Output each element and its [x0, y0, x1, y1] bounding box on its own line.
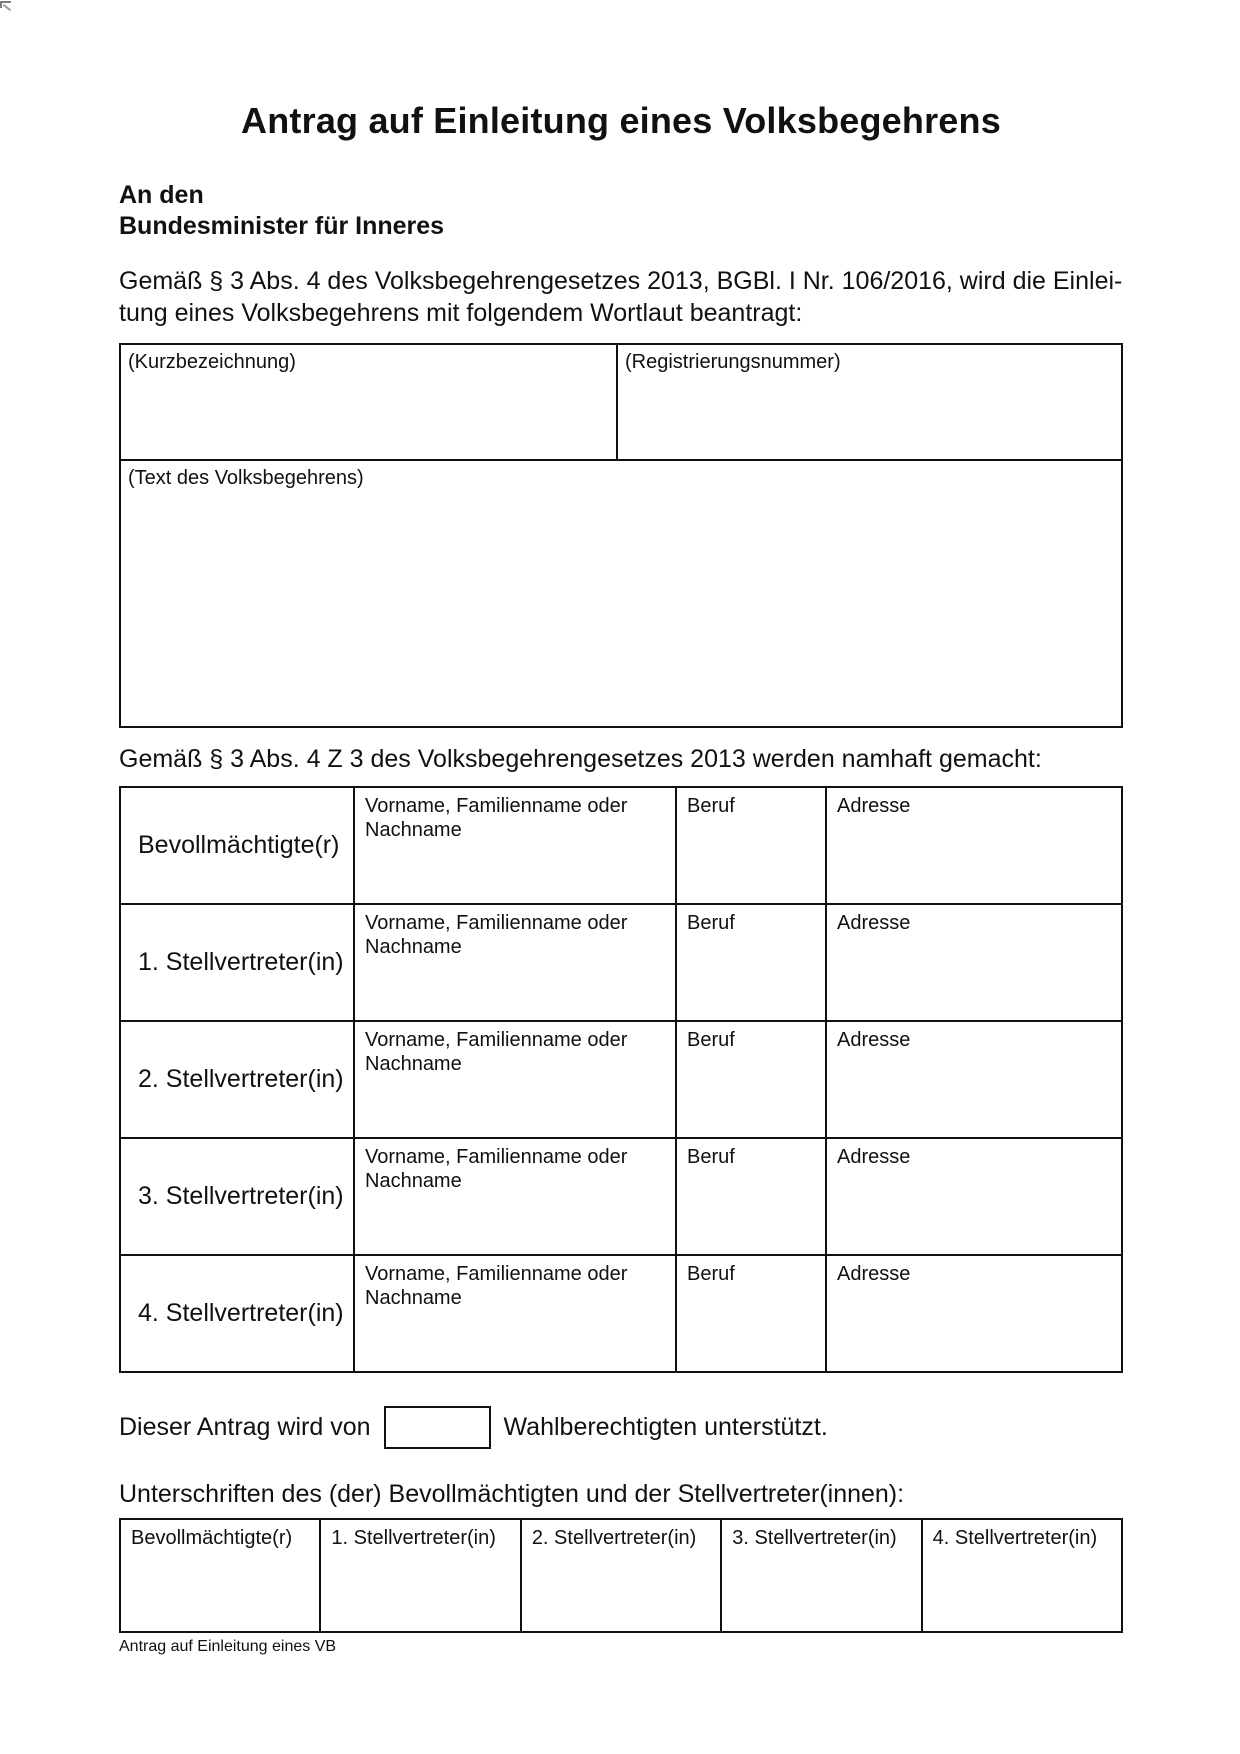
address-field[interactable] — [827, 905, 1121, 1020]
footer-note: Antrag auf Einleitung eines VB — [119, 1638, 337, 1655]
row-label: 4. Stellvertreter(in) — [121, 1256, 355, 1371]
table-row-deputy-4 — [121, 1254, 1121, 1371]
address-field[interactable] — [827, 1022, 1121, 1137]
signature-column-header: 2. Stellvertreter(in) — [531, 1527, 697, 1549]
name-field[interactable] — [355, 1256, 677, 1371]
signature-field-deputy-2[interactable] — [522, 1520, 722, 1631]
profession-field[interactable] — [677, 905, 827, 1020]
profession-field[interactable] — [677, 788, 827, 903]
address-field[interactable] — [827, 788, 1121, 903]
name-field[interactable] — [355, 1139, 677, 1254]
registration-number-label: (Registrierungsnummer) — [625, 351, 841, 373]
row-label: 2. Stellvertreter(in) — [121, 1022, 355, 1137]
representatives-table — [119, 786, 1123, 1373]
address-column-header: Adresse — [837, 912, 911, 934]
profession-column-header: Beruf — [687, 1146, 735, 1168]
signature-column-header: 1. Stellvertreter(in) — [331, 1527, 496, 1549]
signature-column-header: Bevollmächtigte(r) — [131, 1527, 293, 1549]
profession-column-header: Beruf — [687, 912, 735, 934]
page-title: Antrag auf Einleitung eines Volksbegehrens — [241, 100, 1001, 141]
table-row-authorized-representative — [121, 788, 1121, 903]
name-column-header: Vorname, Familienname oder Nachname — [365, 1146, 628, 1192]
recipient-line-2: Bundesminister für Inneres — [119, 212, 445, 240]
wording-table — [119, 343, 1123, 728]
profession-field[interactable] — [677, 1022, 827, 1137]
row-label: 3. Stellvertreter(in) — [121, 1139, 355, 1254]
profession-column-header: Beruf — [687, 1029, 735, 1051]
signature-field-deputy-3[interactable] — [722, 1520, 922, 1631]
corner-crop-mark — [0, 0, 14, 12]
supporter-count-field[interactable] — [384, 1406, 491, 1449]
supporters-text-before: Dieser Antrag wird von — [119, 1413, 371, 1441]
short-name-field[interactable] — [121, 345, 618, 459]
petition-text-label: (Text des Volksbegehrens) — [128, 467, 364, 489]
profession-column-header: Beruf — [687, 1263, 735, 1285]
row-label: 1. Stellvertreter(in) — [121, 905, 355, 1020]
name-field[interactable] — [355, 1022, 677, 1137]
signature-field-authorized-representative[interactable] — [121, 1520, 321, 1631]
recipient-line-1: An den — [119, 181, 204, 209]
profession-field[interactable] — [677, 1256, 827, 1371]
profession-field[interactable] — [677, 1139, 827, 1254]
signature-column-header: 3. Stellvertreter(in) — [732, 1527, 897, 1549]
petition-text-field[interactable] — [121, 461, 1121, 726]
address-column-header: Adresse — [837, 1263, 911, 1285]
table-row-deputy-1 — [121, 903, 1121, 1020]
table-row-deputy-2 — [121, 1020, 1121, 1137]
address-field[interactable] — [827, 1256, 1121, 1371]
address-field[interactable] — [827, 1139, 1121, 1254]
intro-paragraph — [119, 265, 1122, 329]
name-column-header: Vorname, Familienname oder Nachname — [365, 1029, 628, 1075]
profession-column-header: Beruf — [687, 795, 735, 817]
address-column-header: Adresse — [837, 795, 911, 817]
table-row-deputy-3 — [121, 1137, 1121, 1254]
intro-line-1: Gemäß § 3 Abs. 4 des Volksbegehrengesetzes 2013, BGBl. I Nr. 106/2016, wird die Einlei- — [119, 267, 1123, 295]
name-field[interactable] — [355, 788, 677, 903]
recipient-block — [119, 180, 444, 242]
registration-number-field[interactable] — [618, 345, 1121, 459]
signature-column-header: 4. Stellvertreter(in) — [932, 1527, 1098, 1549]
name-column-header: Vorname, Familienname oder Nachname — [365, 795, 628, 841]
representatives-intro: Gemäß § 3 Abs. 4 Z 3 des Volksbegehrengesetzes 2013 werden namhaft gemacht: — [119, 745, 1042, 773]
row-label: Bevollmächtigte(r) — [121, 788, 355, 903]
signatures-heading: Unterschriften des (der) Bevollmächtigten und der Stellvertreter(innen): — [119, 1480, 905, 1508]
signature-field-deputy-1[interactable] — [321, 1520, 521, 1631]
address-column-header: Adresse — [837, 1146, 911, 1168]
short-name-label: (Kurzbezeichnung) — [128, 351, 296, 373]
name-column-header: Vorname, Familienname oder Nachname — [365, 912, 628, 958]
name-field[interactable] — [355, 905, 677, 1020]
address-column-header: Adresse — [837, 1029, 911, 1051]
wording-table-row-1 — [121, 345, 1121, 461]
signature-field-deputy-4[interactable] — [923, 1520, 1121, 1631]
intro-line-2: tung eines Volksbegehrens mit folgendem Wortlaut beantragt: — [119, 299, 803, 327]
supporters-line — [119, 1404, 828, 1451]
name-column-header: Vorname, Familienname oder Nachname — [365, 1263, 628, 1309]
signatures-table — [119, 1518, 1123, 1633]
supporters-text-after: Wahlberechtigten unterstützt. — [503, 1413, 828, 1441]
